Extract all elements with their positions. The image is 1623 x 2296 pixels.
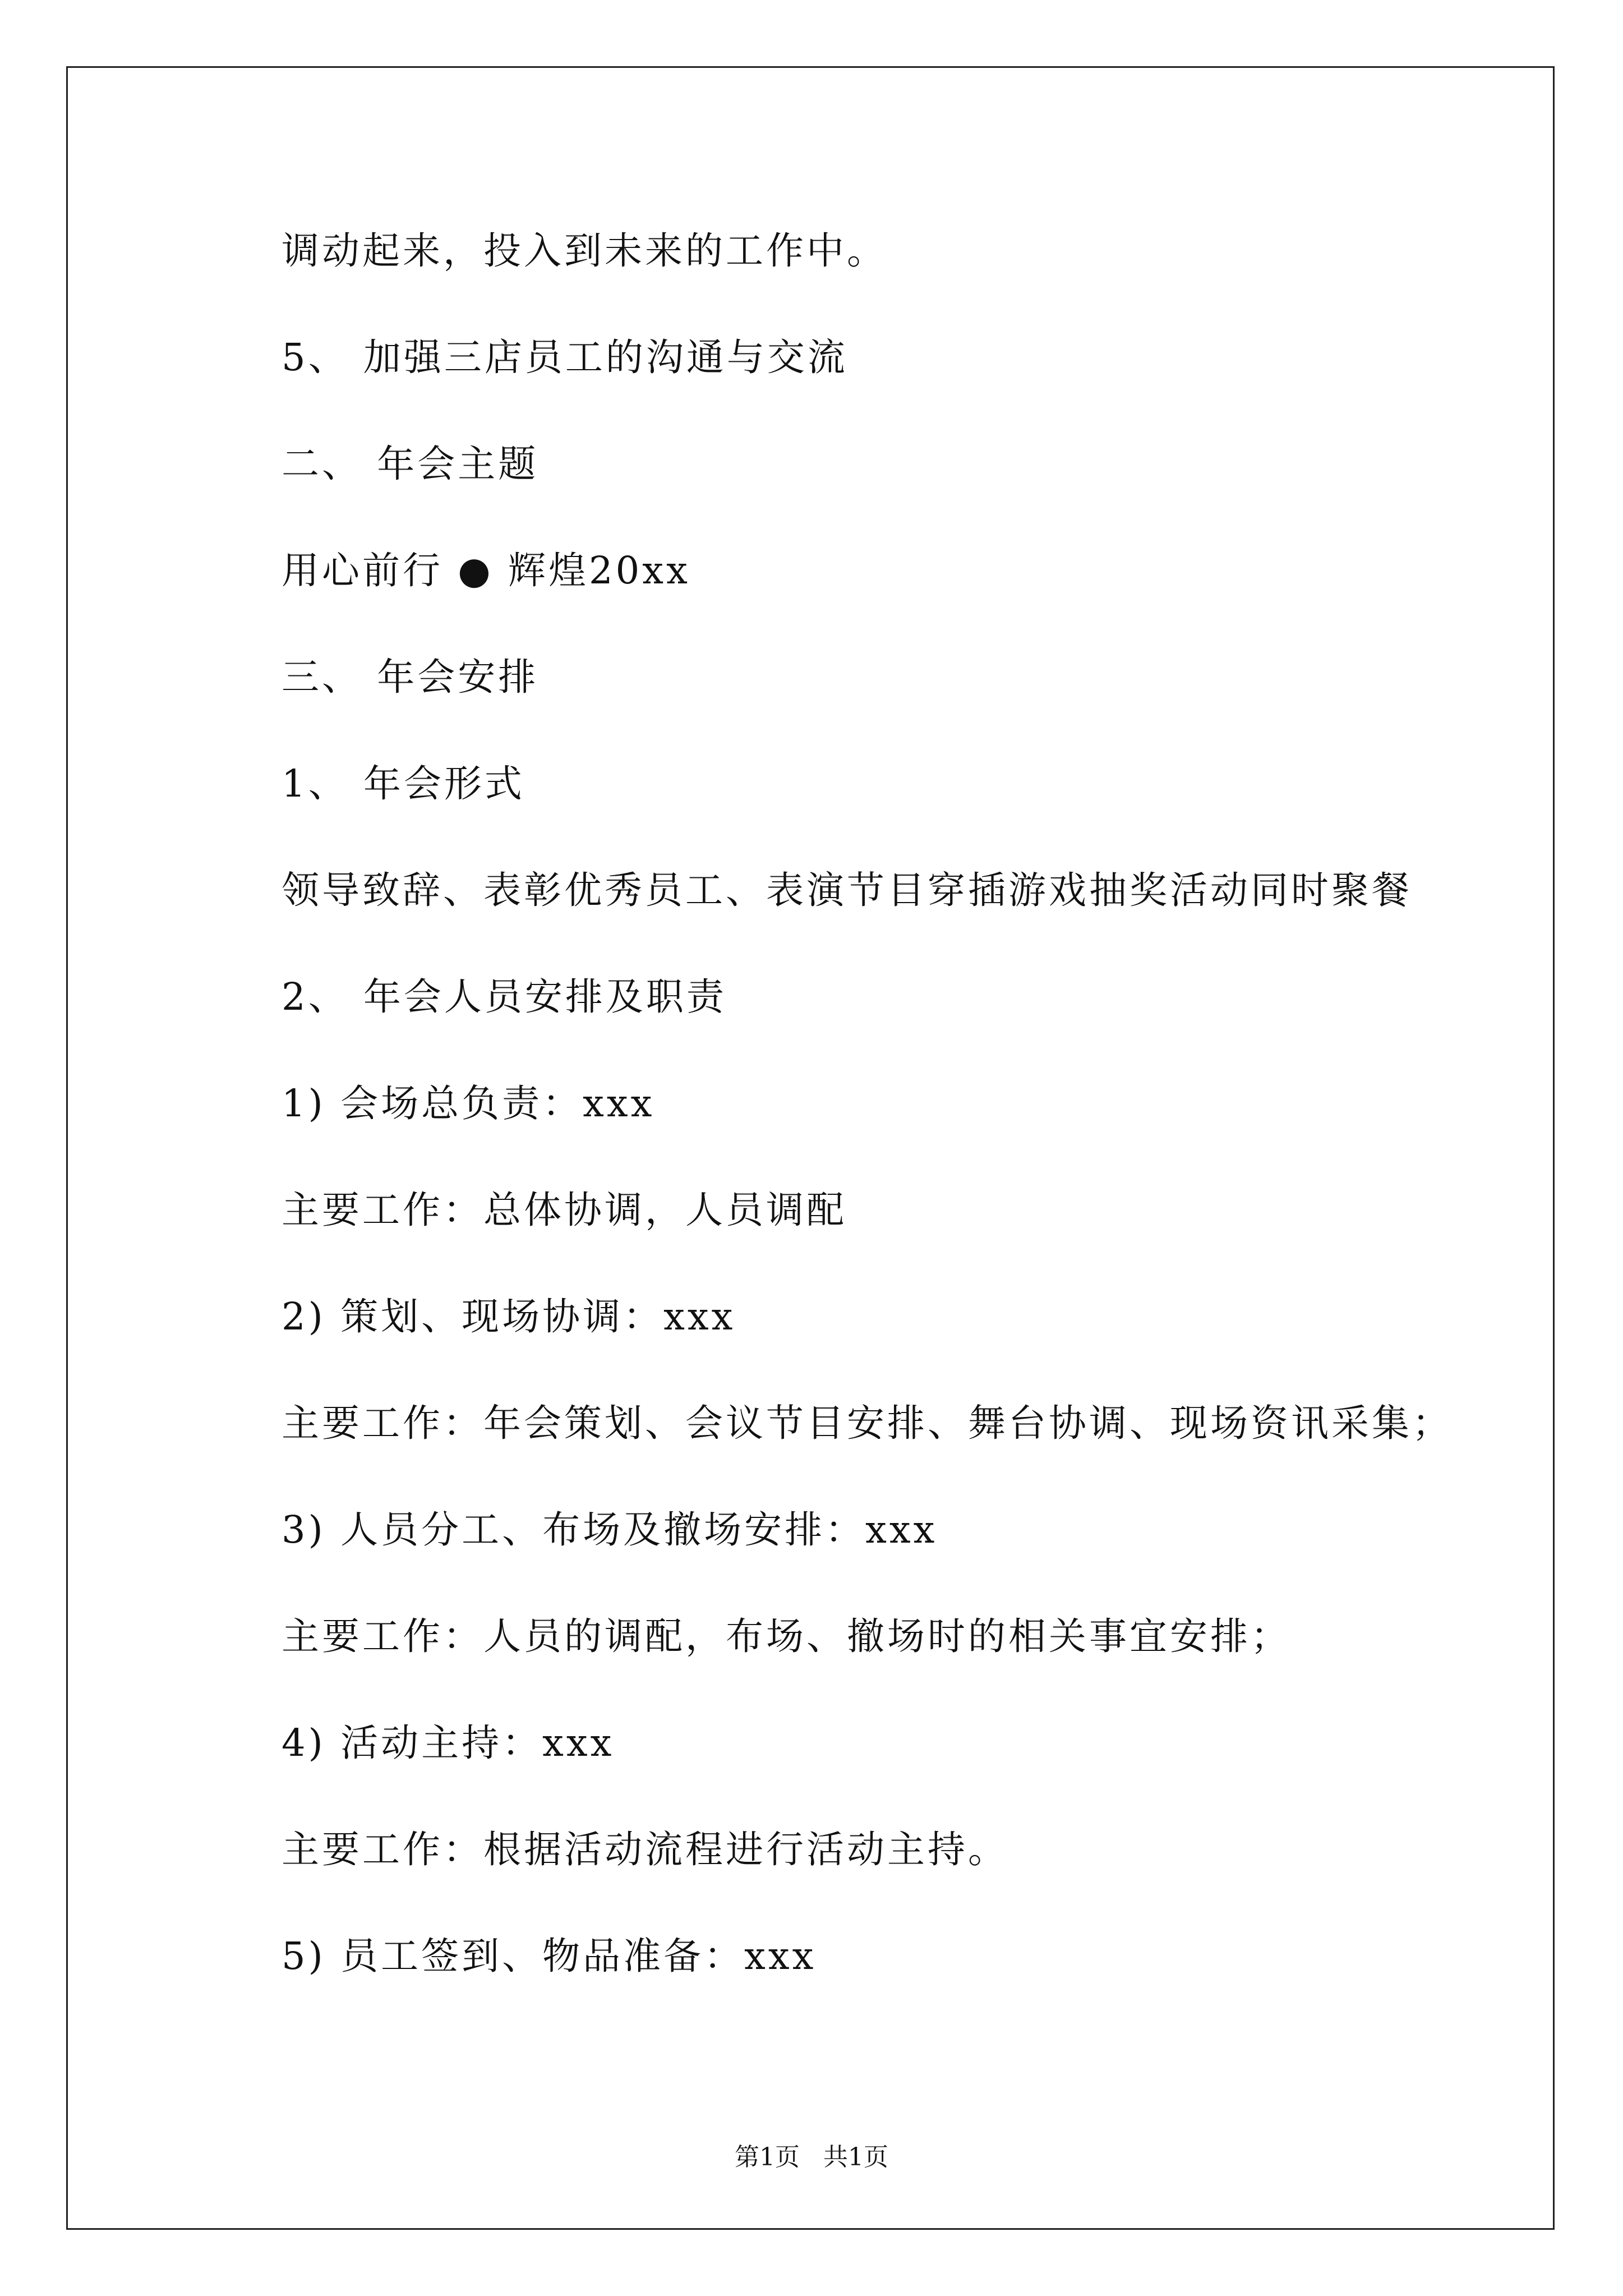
- text-line: 调动起来，投入到未来的工作中。: [282, 229, 887, 273]
- theme-text: 用心前行 ● 辉煌20xx: [282, 549, 690, 592]
- page-border: [66, 66, 1555, 2230]
- text-line: 主要工作：年会策划、会议节目安排、舞台协调、现场资讯采集；: [282, 1401, 1453, 1445]
- text-line: 3) 人员分工、布场及撤场安排：xxx: [282, 1508, 938, 1552]
- text-line: 1、 年会形式: [282, 762, 525, 806]
- text-line: 5、 加强三店员工的沟通与交流: [282, 335, 848, 379]
- text-line: 主要工作：总体协调，人员调配: [282, 1188, 847, 1232]
- text-line: 5) 员工签到、物品准备：xxx: [282, 1934, 817, 1978]
- text-line: 2) 策划、现场协调：xxx: [282, 1295, 736, 1338]
- text-line: 主要工作：根据活动流程进行活动主持。: [282, 1828, 1008, 1871]
- text-line: 4) 活动主持：xxx: [282, 1721, 615, 1765]
- section-heading: 二、 年会主题: [282, 442, 539, 486]
- text-line: 主要工作：人员的调配，布场、撤场时的相关事宜安排；: [282, 1614, 1291, 1658]
- section-heading: 三、 年会安排: [282, 655, 539, 699]
- page-footer: 第1页 共1页: [735, 2143, 888, 2171]
- text-line: 领导致辞、表彰优秀员工、表演节目穿插游戏抽奖活动同时聚餐: [282, 868, 1412, 912]
- text-line: 2、 年会人员安排及职责: [282, 975, 727, 1019]
- text-line: 1) 会场总负责：xxx: [282, 1082, 655, 1125]
